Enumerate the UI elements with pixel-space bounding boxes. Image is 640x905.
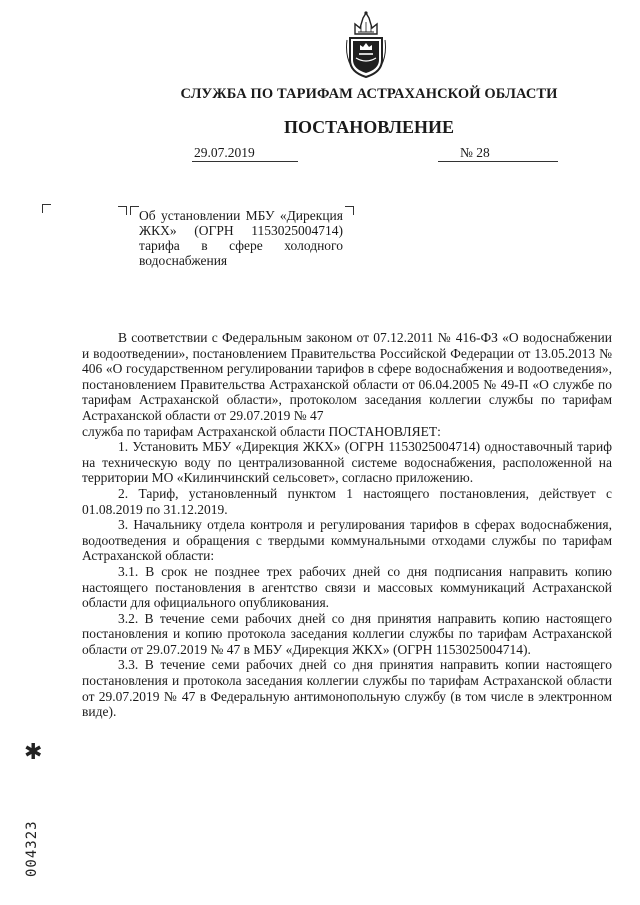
document-number: № 28 — [438, 145, 558, 162]
corner-bracket-right — [345, 206, 354, 215]
agency-name: СЛУЖБА ПО ТАРИФАМ АСТРАХАНСКОЙ ОБЛАСТИ — [180, 86, 558, 102]
document-subject: Об установлении МБУ «Дирекция ЖКХ» (ОГРН 1153025004714) тарифа в сфере холодного водоснабжения — [139, 208, 343, 268]
paragraph-3: 3. Начальнику отдела контроля и регулирования тарифов в сферах водоснабжения, водоотведения и обращения с твердыми коммунальными отходами службы по тарифам Астраханской области: — [82, 517, 612, 564]
coat-of-arms-emblem — [341, 10, 391, 80]
document-type-title: ПОСТАНОВЛЕНИЕ — [283, 117, 455, 137]
paragraph-1: 1. Установить МБУ «Дирекция ЖКХ» (ОГРН 1153025004714) одноставочный тариф на техническую воду по централизованной системе водоснабжения, расположенной на территории МО «Килинчинский сельсовет», согласно приложению. — [82, 439, 612, 486]
paragraph-2: 2. Тариф, установленный пунктом 1 настоящего постановления, действует с 01.08.2019 по 31.12.2019. — [82, 485, 612, 517]
margin-asterisk-mark: ✱ — [24, 740, 43, 765]
document-date: 29.07.2019 — [192, 145, 298, 162]
document-body — [82, 330, 612, 720]
corner-bracket-left — [42, 204, 51, 213]
resolution-clause: служба по тарифам Астраханской области ПОСТАНОВЛЯЕТ: — [82, 423, 441, 439]
registration-number: 004323 — [24, 820, 40, 877]
corner-bracket-inner-left — [118, 206, 127, 215]
paragraph-3-1: 3.1. В срок не позднее трех рабочих дней со дня подписания направить копию настоящего постановления в агентство связи и массовых коммуникаций Астраханской области для официального опубликования. — [82, 563, 612, 611]
paragraph-3-3: 3.3. В течение семи рабочих дней со дня принятия направить копии настоящего постановления и протокола заседания коллегии службы по тарифам Астраханской области от 29.07.2019 № 47 в Федеральную антимонопольную службу (в том числе в электронном виде). — [82, 657, 612, 720]
paragraph-3-2: 3.2. В течение семи рабочих дней со дня принятия направить копию настоящего постановления и копию протокола заседания коллегии службы по тарифам Астраханской области от 29.07.2019 № 47 в МБУ «Дирекция ЖКХ» (ОГРН 1153025004714). — [82, 610, 612, 657]
preamble-paragraph: В соответствии с Федеральным законом от 07.12.2011 № 416-ФЗ «О водоснабжении и водоотведении», постановлением Правительства Российской Федерации от 13.05.2013 № 406 «О государственном регулировании тарифов в сфере водоснабжения и водоотведения», постановлением Правительства Астраханской области от 06.04.2005 № 49-П «О службе по тарифам Астраханской области», протоколом заседания коллегии службы по тарифам Астраханской области от 29.07.2019 № 47 — [82, 330, 612, 423]
corner-bracket-inner-right — [130, 206, 139, 215]
